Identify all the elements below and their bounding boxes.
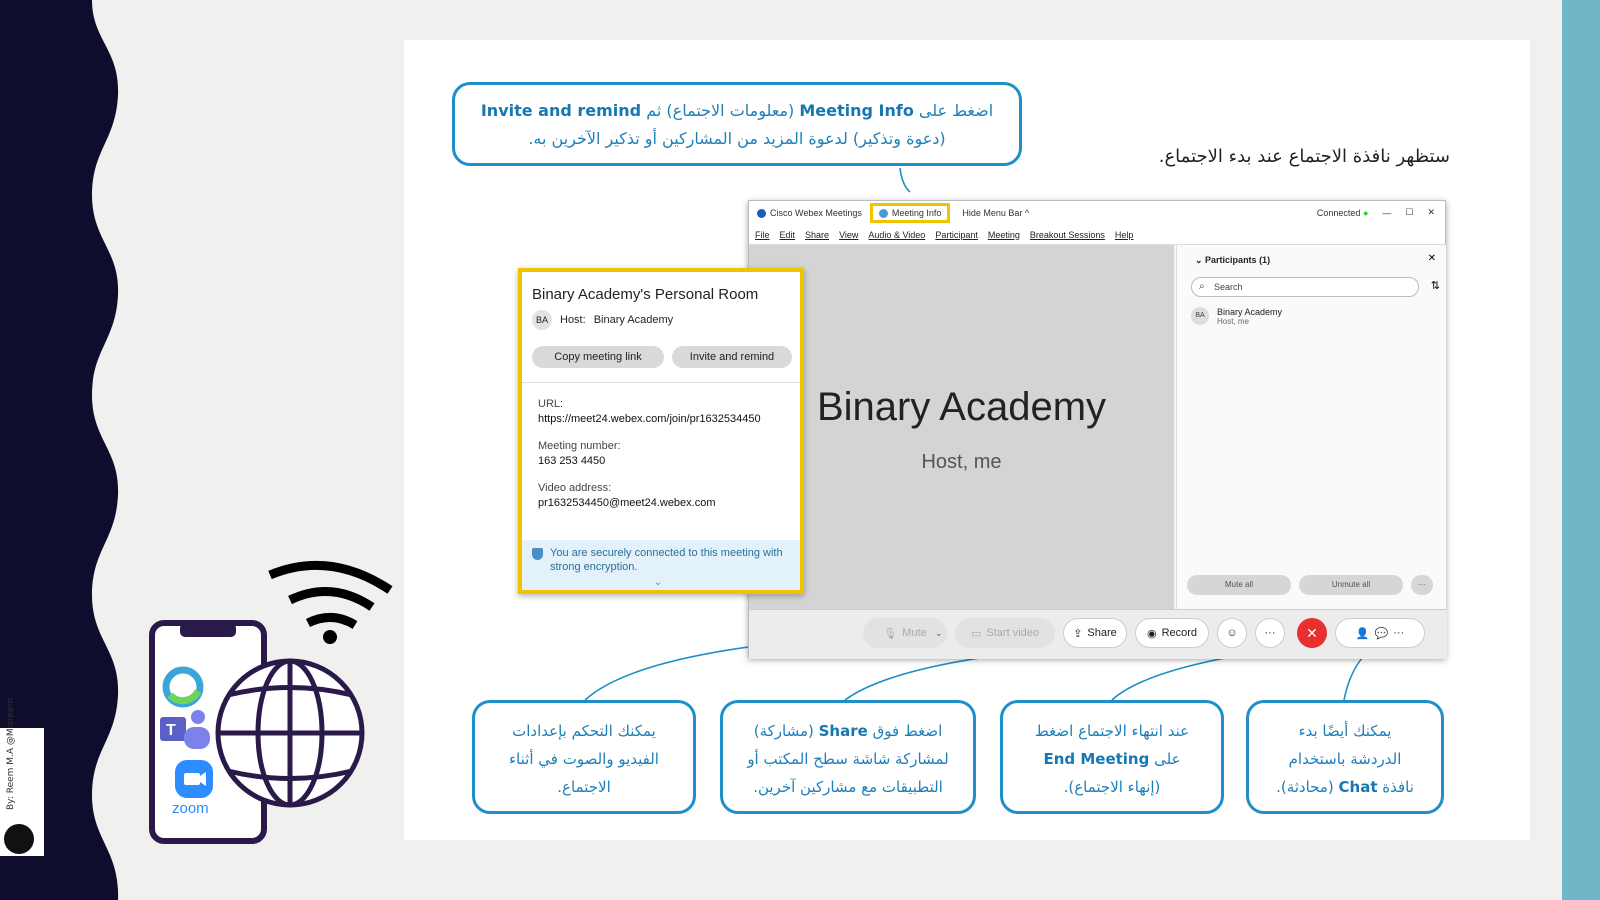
menu-breakout-sessions[interactable]: Breakout Sessions bbox=[1029, 229, 1105, 240]
menu-view[interactable]: View bbox=[839, 229, 859, 240]
hide-menu-bar-button[interactable] bbox=[962, 208, 1029, 218]
mute-all-button[interactable]: Mute all bbox=[1187, 575, 1291, 595]
teal-side-strip bbox=[1562, 0, 1600, 900]
menu-edit[interactable]: Edit bbox=[779, 229, 796, 240]
connection-status: Connected ● bbox=[1316, 207, 1369, 218]
callout-text: الفيديو والصوت في أثناء bbox=[509, 750, 659, 768]
participant-name: Binary Academy bbox=[1217, 307, 1283, 317]
panel-more-button[interactable]: ··· bbox=[1411, 575, 1433, 595]
reactions-button[interactable] bbox=[1217, 618, 1247, 648]
credit-logo-icon bbox=[4, 824, 34, 854]
menu-share[interactable]: Share bbox=[805, 229, 830, 240]
url-label: URL: bbox=[538, 398, 564, 410]
participant-row[interactable] bbox=[1191, 307, 1282, 326]
meeting-info-label: Meeting Info bbox=[891, 208, 942, 218]
callout-meeting-info bbox=[452, 82, 1022, 166]
zoom-label: zoom bbox=[172, 800, 209, 817]
callout-line2: (دعوة وتذكير) لدعوة المزيد من المشاركين أو تذكير الآخرين به. bbox=[528, 129, 946, 148]
meeting-number-label: Meeting number: bbox=[538, 440, 621, 452]
participants-icon[interactable]: 👤 bbox=[1355, 627, 1370, 640]
callout-text: يمكنك التحكم بإعدادات bbox=[512, 722, 656, 740]
panel-buttons-group bbox=[1335, 618, 1425, 648]
stage-participant-role: Host, me bbox=[921, 451, 1002, 473]
author-credit bbox=[0, 697, 44, 856]
wifi-icon bbox=[270, 565, 390, 644]
menu-meeting[interactable]: Meeting bbox=[987, 229, 1020, 240]
room-title: Binary Academy's Personal Room bbox=[532, 286, 759, 303]
divider bbox=[522, 382, 800, 383]
expand-chevron-icon[interactable]: ⌄ bbox=[654, 577, 663, 588]
start-video-button[interactable]: ▭ Start video bbox=[955, 618, 1055, 648]
smiley-icon: ☺ bbox=[1226, 627, 1238, 639]
callout-line1: اضغط على Meeting Info (معلومات الاجتماع) ثم Invite and remind bbox=[480, 101, 994, 120]
maximize-icon[interactable]: ☐ bbox=[1405, 207, 1414, 217]
end-meeting-button[interactable]: ✕ bbox=[1297, 618, 1327, 648]
participants-panel bbox=[1176, 245, 1446, 609]
svg-text:T: T bbox=[166, 722, 176, 739]
callout-audio-video bbox=[472, 700, 696, 814]
title-bar bbox=[749, 201, 1445, 225]
info-icon bbox=[879, 209, 888, 218]
video-address-label: Video address: bbox=[538, 482, 612, 494]
callout-text: (إنهاء الاجتماع). bbox=[1063, 778, 1161, 796]
chat-icon[interactable]: 💬 bbox=[1374, 627, 1389, 640]
host-row bbox=[532, 310, 673, 330]
video-stage bbox=[749, 245, 1174, 609]
menu-file[interactable]: File bbox=[755, 229, 770, 240]
host-label: Host: bbox=[560, 314, 586, 326]
camera-icon: ▭ bbox=[971, 627, 982, 640]
search-icon: ⌕ bbox=[1199, 281, 1205, 292]
menu-help[interactable]: Help bbox=[1114, 229, 1134, 240]
hide-menu-label: Hide Menu Bar ^ bbox=[962, 208, 1030, 218]
section-heading: ستظهر نافذة الاجتماع عند بدء الاجتماع. bbox=[1158, 146, 1450, 167]
url-value: https://meet24.webex.com/join/pr1632534450 bbox=[538, 413, 761, 425]
globe-icon bbox=[218, 661, 362, 805]
stage-participant-name: Binary Academy bbox=[816, 385, 1107, 429]
record-icon: ◉ bbox=[1146, 627, 1157, 640]
close-panel-icon[interactable]: ✕ bbox=[1427, 253, 1436, 264]
meeting-number-value: 163 253 4450 bbox=[538, 455, 606, 467]
callout-text: التطبيقات مع مشاركين آخرين. bbox=[753, 778, 943, 796]
minimize-icon[interactable]: — bbox=[1382, 207, 1392, 218]
sort-icon[interactable]: ⇅ bbox=[1430, 280, 1440, 292]
callout-text: نافذة Chat (محادثة). bbox=[1276, 778, 1414, 796]
callout-end-meeting bbox=[1000, 700, 1224, 814]
share-icon: ⇪ bbox=[1073, 627, 1083, 640]
callout-share bbox=[720, 700, 976, 814]
record-button[interactable]: ◉ Record bbox=[1135, 618, 1209, 648]
menu-bar bbox=[749, 225, 1445, 245]
more-options-button[interactable]: ··· bbox=[1255, 618, 1285, 648]
callout-text: لمشاركة شاشة سطح المكتب أو bbox=[747, 750, 949, 768]
unmute-all-button[interactable]: Unmute all bbox=[1299, 575, 1403, 595]
copy-meeting-link-button[interactable]: Copy meeting link bbox=[532, 346, 664, 368]
webex-app-icon bbox=[757, 209, 766, 218]
webex-meeting-window bbox=[748, 200, 1446, 658]
zoom-logo-icon bbox=[175, 760, 213, 798]
credit-text: By: Reem M.A @Misreem bbox=[6, 697, 16, 810]
meeting-info-popup bbox=[518, 268, 804, 594]
callout-text: الاجتماع. bbox=[557, 778, 611, 796]
host-name: Binary Academy bbox=[593, 314, 674, 326]
connectivity-illustration bbox=[140, 555, 410, 865]
encryption-text: You are securely connected to this meeting with strong encryption. bbox=[550, 547, 783, 573]
menu-audio-video[interactable]: Audio & Video bbox=[868, 229, 926, 240]
callout-text: اضغط فوق Share (مشاركة) bbox=[753, 722, 943, 740]
meeting-info-tab[interactable] bbox=[870, 203, 951, 223]
meeting-controls bbox=[749, 609, 1447, 659]
share-button[interactable]: ⇪ Share bbox=[1063, 618, 1127, 648]
mute-button[interactable]: 🎙 Mute bbox=[863, 618, 947, 648]
chevron-down-icon[interactable]: ⌄ bbox=[935, 628, 943, 638]
more-panels-icon[interactable]: ··· bbox=[1393, 627, 1405, 639]
participant-search-input[interactable]: ⌕ Search bbox=[1191, 277, 1419, 297]
participant-role: Host, me bbox=[1217, 317, 1250, 326]
participants-title: ⌄ Participants (1) bbox=[1195, 255, 1271, 265]
video-address-value: pr1632534450@meet24.webex.com bbox=[538, 497, 716, 509]
invite-and-remind-button[interactable]: Invite and remind bbox=[672, 346, 792, 368]
shield-icon bbox=[532, 548, 543, 560]
microphone-icon: 🎙 bbox=[883, 627, 898, 640]
host-avatar: BA bbox=[532, 310, 552, 330]
callout-text: عند انتهاء الاجتماع اضغط bbox=[1034, 722, 1190, 740]
menu-participant[interactable]: Participant bbox=[935, 229, 978, 240]
callout-text: الدردشة باستخدام bbox=[1288, 750, 1402, 768]
app-title: Cisco Webex Meetings bbox=[770, 208, 862, 218]
callout-chat bbox=[1246, 700, 1444, 814]
encryption-notice bbox=[522, 540, 800, 590]
callout-text: يمكنك أيضًا بدء bbox=[1298, 722, 1392, 740]
avatar: BA bbox=[1191, 307, 1209, 325]
callout-text: على End Meeting bbox=[1043, 750, 1181, 768]
close-icon[interactable]: ✕ bbox=[1427, 207, 1435, 217]
